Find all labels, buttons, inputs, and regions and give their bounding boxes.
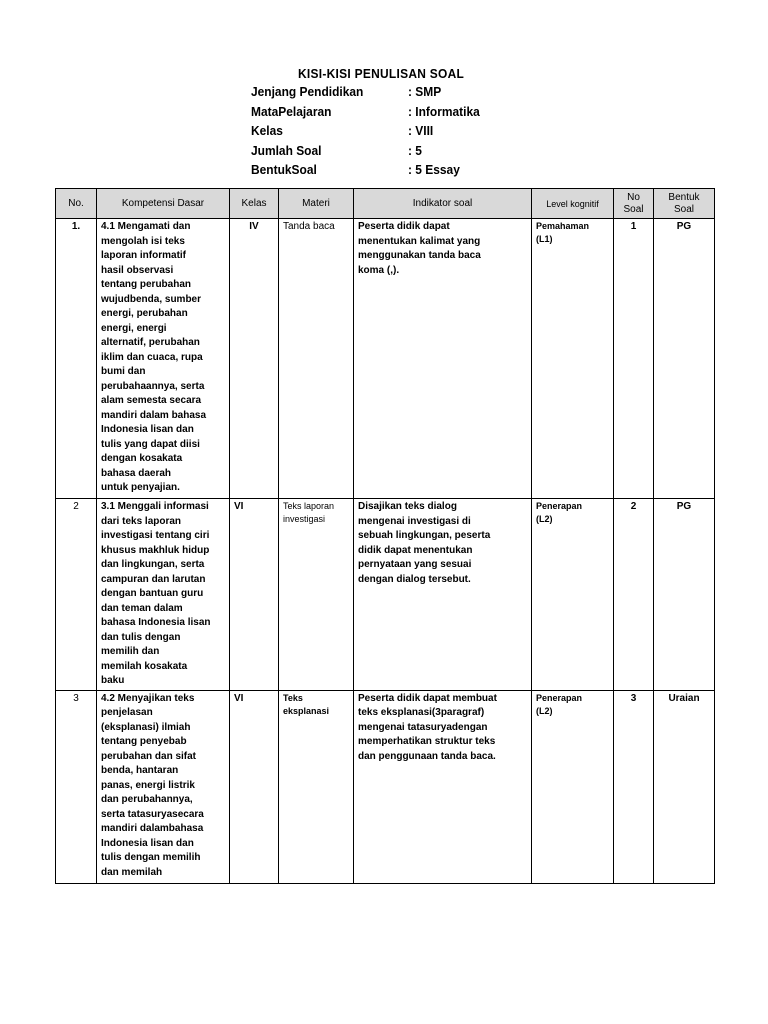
meta-value: : 5 Essay — [408, 162, 460, 177]
header-no: No. — [56, 189, 97, 219]
table-row — [56, 219, 715, 499]
cell-materi: Teks laporan investigasi — [279, 499, 354, 691]
header-bentuk-soal: Bentuk Soal — [654, 189, 715, 219]
cell-indikator: Peserta didik dapat menentukan kalimat yang menggunakan tanda baca koma (,). — [354, 219, 532, 499]
cell-kompetensi-dasar: 4.2 Menyajikan teks penjelasan (eksplanasi) ilmiah tentang penyebab perubahan dan sifat benda, hantaran panas, energi listrik dan perubahannya, serta tatasuryasecara mandiri dalambahasa Indonesia lisan dan tulis dengan memilih dan memilah — [97, 690, 230, 883]
meta-label: Jenjang Pendidikan — [251, 84, 364, 99]
cell-kompetensi-dasar: 4.1 Mengamati dan mengolah isi teks laporan informatif hasil observasi tentang perubahan wujudbenda, sumber energi, perubahan energi, energi alternatif, perubahan iklim dan cuaca, rupa bumi dan perubahaannya, serta alam semesta secara mandiri dalam bahasa Indonesia lisan dan tulis yang dapat diisi dengan kosakata bahasa daerah untuk penyajian. — [97, 219, 230, 499]
cell-no-soal: 1 — [614, 219, 654, 499]
meta-value: : SMP — [408, 84, 442, 99]
cell-indikator: Disajikan teks dialog mengenai investigasi di sebuah lingkungan, peserta didik dapat menentukan pernyataan yang sesuai dengan dialog tersebut. — [354, 499, 532, 691]
header-level-kognitif: Level kognitif — [532, 189, 614, 219]
cell-materi: Teks eksplanasi — [279, 690, 354, 883]
meta-value: : 5 — [408, 142, 422, 158]
cell-no: 2 — [56, 499, 97, 691]
header-kelas: Kelas — [230, 189, 279, 219]
meta-value: : VIII — [408, 123, 434, 138]
cell-no-soal: 2 — [614, 499, 654, 691]
cell-kelas: VI — [230, 690, 279, 883]
document-title: KISI-KISI PENULISAN SOAL — [298, 66, 465, 81]
cell-no-soal: 3 — [614, 690, 654, 883]
header-materi: Materi — [279, 189, 354, 219]
header-kompetensi-dasar: Kompetensi Dasar — [97, 189, 230, 219]
meta-value: : Informatika — [408, 103, 480, 119]
cell-bentuk: Uraian — [654, 690, 715, 883]
meta-label: MataPelajaran — [251, 103, 332, 119]
cell-no: 3 — [56, 690, 97, 883]
table-row — [56, 499, 715, 691]
cell-no: 1. — [56, 219, 97, 499]
cell-bentuk: PG — [654, 499, 715, 691]
cell-materi: Tanda baca — [279, 219, 354, 499]
cell-kelas: VI — [230, 499, 279, 691]
meta-label: Jumlah Soal — [251, 142, 322, 158]
cell-level: Pemahaman (L1) — [532, 219, 614, 499]
cell-kelas: IV — [230, 219, 279, 499]
table-header-row — [56, 189, 715, 219]
cell-level: Penerapan (L2) — [532, 499, 614, 691]
table-row — [56, 690, 715, 883]
cell-level: Penerapan (L2) — [532, 690, 614, 883]
meta-label: BentukSoal — [251, 162, 317, 177]
cell-bentuk: PG — [654, 219, 715, 499]
meta-label: Kelas — [251, 123, 283, 138]
header-indikator-soal: Indikator soal — [354, 189, 532, 219]
header-no-soal: No Soal — [614, 189, 654, 219]
kisi-kisi-table — [55, 188, 715, 884]
cell-kompetensi-dasar: 3.1 Menggali informasi dari teks laporan investigasi tentang ciri khusus makhluk hidup dan lingkungan, serta campuran dan larutan dengan bantuan guru dan teman dalam bahasa Indonesia lisan dan tulis dengan memilih dan memilah kosakata baku — [97, 499, 230, 691]
cell-indikator: Peserta didik dapat membuat teks eksplanasi(3paragraf) mengenai tatasuryadengan memperhatikan struktur teks dan penggunaan tanda baca. — [354, 690, 532, 883]
